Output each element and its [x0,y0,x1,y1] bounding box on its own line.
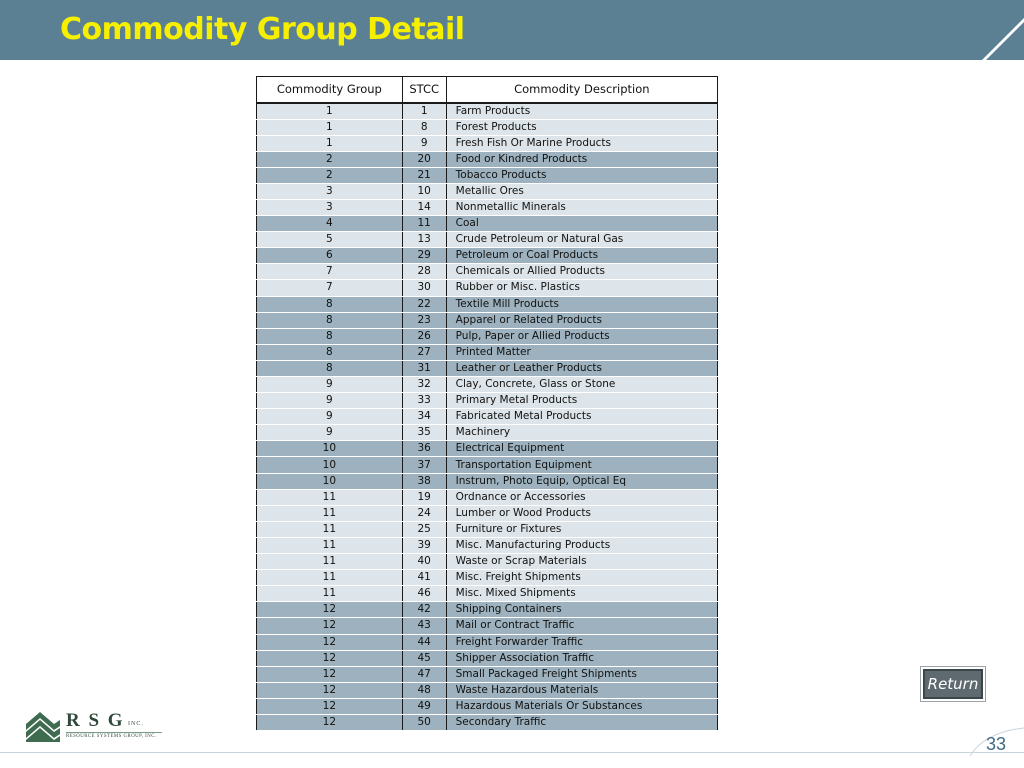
table-row [257,698,718,714]
cell-description: Waste Hazardous Materials [446,682,717,698]
table-row [257,666,718,682]
cell-description: Leather or Leather Products [446,360,717,376]
cell-stcc: 8 [402,119,446,135]
cell-stcc: 20 [402,151,446,167]
table-row [257,167,718,183]
cell-description: Electrical Equipment [446,441,717,457]
cell-group: 11 [257,537,403,553]
cell-stcc: 34 [402,409,446,425]
table-row [257,425,718,441]
table-row [257,505,718,521]
cell-stcc: 28 [402,264,446,280]
logo-inc: INC. [128,721,144,727]
cell-stcc: 11 [402,216,446,232]
cell-stcc: 13 [402,232,446,248]
cell-group: 2 [257,151,403,167]
cell-description: Nonmetallic Minerals [446,199,717,215]
cell-description: Small Packaged Freight Shipments [446,666,717,682]
cell-description: Hazardous Materials Or Substances [446,698,717,714]
column-header-stcc: STCC [402,77,446,103]
table-row [257,570,718,586]
cell-group: 8 [257,296,403,312]
cell-stcc: 27 [402,344,446,360]
footer-curve-decoration [930,726,1024,756]
table-row [257,441,718,457]
cell-stcc: 39 [402,537,446,553]
cell-description: Secondary Traffic [446,714,717,730]
mountains-icon [24,706,64,746]
cell-stcc: 42 [402,602,446,618]
cell-group: 4 [257,216,403,232]
cell-description: Fresh Fish Or Marine Products [446,135,717,151]
table-row [257,199,718,215]
cell-stcc: 22 [402,296,446,312]
table-row [257,344,718,360]
table-header-row [257,77,718,103]
cell-stcc: 19 [402,489,446,505]
cell-description: Mail or Contract Traffic [446,618,717,634]
table-row [257,714,718,730]
cell-description: Shipper Association Traffic [446,650,717,666]
commodity-table [256,76,718,731]
cell-description: Food or Kindred Products [446,151,717,167]
cell-description: Clay, Concrete, Glass or Stone [446,377,717,393]
cell-stcc: 24 [402,505,446,521]
cell-description: Machinery [446,425,717,441]
cell-stcc: 46 [402,586,446,602]
cell-description: Farm Products [446,103,717,120]
cell-description: Ordnance or Accessories [446,489,717,505]
table-row [257,248,718,264]
cell-stcc: 40 [402,554,446,570]
logo-letters: R S G [66,710,125,731]
cell-group: 12 [257,634,403,650]
cell-group: 9 [257,393,403,409]
cell-group: 11 [257,554,403,570]
table-row [257,537,718,553]
cell-group: 12 [257,682,403,698]
cell-description: Rubber or Misc. Plastics [446,280,717,296]
cell-group: 1 [257,119,403,135]
cell-group: 12 [257,666,403,682]
table-row [257,377,718,393]
cell-group: 11 [257,521,403,537]
cell-stcc: 32 [402,377,446,393]
table-body [257,103,718,731]
cell-group: 6 [257,248,403,264]
cell-group: 7 [257,264,403,280]
cell-group: 10 [257,473,403,489]
table-row [257,393,718,409]
cell-group: 3 [257,183,403,199]
page-title: Commodity Group Detail [60,12,465,47]
cell-group: 11 [257,570,403,586]
cell-stcc: 49 [402,698,446,714]
table-row [257,554,718,570]
cell-description: Shipping Containers [446,602,717,618]
table-row [257,328,718,344]
table-row [257,216,718,232]
return-button-label: Return [923,669,983,699]
cell-description: Tobacco Products [446,167,717,183]
cell-group: 12 [257,650,403,666]
cell-stcc: 38 [402,473,446,489]
cell-stcc: 44 [402,634,446,650]
table-row [257,602,718,618]
footer-line [0,752,1024,753]
cell-stcc: 26 [402,328,446,344]
cell-stcc: 30 [402,280,446,296]
cell-group: 11 [257,505,403,521]
cell-stcc: 48 [402,682,446,698]
table-row [257,634,718,650]
cell-description: Transportation Equipment [446,457,717,473]
cell-stcc: 25 [402,521,446,537]
cell-group: 12 [257,602,403,618]
cell-description: Primary Metal Products [446,393,717,409]
cell-group: 9 [257,377,403,393]
table-row [257,586,718,602]
table-row [257,618,718,634]
cell-group: 3 [257,199,403,215]
table-row [257,232,718,248]
cell-group: 1 [257,103,403,120]
table-row [257,682,718,698]
cell-description: Misc. Freight Shipments [446,570,717,586]
cell-description: Pulp, Paper or Allied Products [446,328,717,344]
header-corner-decoration [964,0,1024,60]
table-row [257,151,718,167]
cell-description: Instrum, Photo Equip, Optical Eq [446,473,717,489]
table-row [257,103,718,120]
cell-stcc: 41 [402,570,446,586]
table-row [257,360,718,376]
page-number: 33 [986,734,1007,754]
cell-stcc: 43 [402,618,446,634]
cell-group: 10 [257,441,403,457]
table-row [257,296,718,312]
cell-stcc: 47 [402,666,446,682]
table-row [257,183,718,199]
return-button[interactable] [920,666,986,702]
table-row [257,473,718,489]
cell-group: 8 [257,328,403,344]
cell-description: Forest Products [446,119,717,135]
cell-group: 12 [257,698,403,714]
cell-stcc: 35 [402,425,446,441]
cell-stcc: 10 [402,183,446,199]
cell-description: Textile Mill Products [446,296,717,312]
cell-group: 11 [257,586,403,602]
cell-description: Misc. Manufacturing Products [446,537,717,553]
cell-stcc: 36 [402,441,446,457]
logo-subtitle: RESOURCE SYSTEMS GROUP, INC. [66,734,157,739]
cell-stcc: 33 [402,393,446,409]
table-row [257,135,718,151]
cell-stcc: 14 [402,199,446,215]
cell-group: 12 [257,714,403,730]
cell-description: Coal [446,216,717,232]
cell-description: Petroleum or Coal Products [446,248,717,264]
cell-description: Crude Petroleum or Natural Gas [446,232,717,248]
cell-group: 1 [257,135,403,151]
cell-description: Furniture or Fixtures [446,521,717,537]
cell-stcc: 31 [402,360,446,376]
table-row [257,280,718,296]
cell-group: 5 [257,232,403,248]
cell-stcc: 23 [402,312,446,328]
cell-stcc: 9 [402,135,446,151]
cell-description: Fabricated Metal Products [446,409,717,425]
cell-description: Metallic Ores [446,183,717,199]
table-row [257,650,718,666]
column-header-description: Commodity Description [446,77,717,103]
cell-group: 8 [257,344,403,360]
cell-stcc: 37 [402,457,446,473]
cell-group: 10 [257,457,403,473]
cell-description: Misc. Mixed Shipments [446,586,717,602]
table-row [257,119,718,135]
table-row [257,409,718,425]
cell-stcc: 29 [402,248,446,264]
table-row [257,521,718,537]
cell-stcc: 21 [402,167,446,183]
cell-description: Apparel or Related Products [446,312,717,328]
table-row [257,264,718,280]
cell-group: 7 [257,280,403,296]
cell-group: 2 [257,167,403,183]
table-row [257,489,718,505]
cell-group: 8 [257,312,403,328]
cell-group: 12 [257,618,403,634]
column-header-group: Commodity Group [257,77,403,103]
cell-stcc: 50 [402,714,446,730]
cell-description: Lumber or Wood Products [446,505,717,521]
cell-stcc: 1 [402,103,446,120]
cell-stcc: 45 [402,650,446,666]
cell-group: 11 [257,489,403,505]
table-row [257,312,718,328]
cell-group: 8 [257,360,403,376]
table-row [257,457,718,473]
cell-group: 9 [257,409,403,425]
cell-group: 9 [257,425,403,441]
logo-rule [66,732,162,733]
cell-description: Waste or Scrap Materials [446,554,717,570]
cell-description: Printed Matter [446,344,717,360]
cell-description: Freight Forwarder Traffic [446,634,717,650]
cell-description: Chemicals or Allied Products [446,264,717,280]
